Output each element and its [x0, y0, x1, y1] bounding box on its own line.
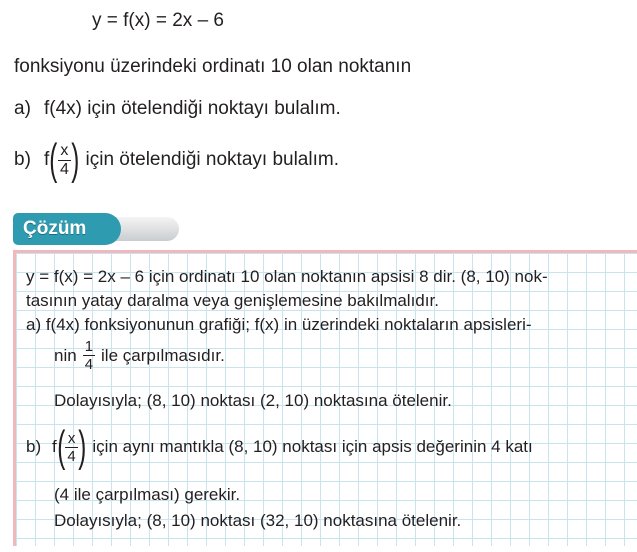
solution-b-label: b): [26, 437, 42, 456]
solution-a-fraction: [83, 339, 95, 372]
solution-a-rest: ile çarpılmasıdır.: [101, 345, 225, 365]
cozum-label: Çözüm: [13, 213, 121, 245]
solution-b-fraction: ( $\frac{x}{4}$ ): [57, 422, 87, 471]
solution-a-denominator: 4: [84, 356, 94, 373]
solution-line-2: tasının yatay daralma veya genişlemesine bakılmalıdır.: [26, 291, 439, 310]
solution-b-numerator: x: [67, 429, 76, 447]
solution-b-line-1: [26, 422, 533, 471]
function-equation: y = f(x) = 2x – 6: [92, 10, 224, 31]
solution-a-result: Dolayısıyla; (8, 10) noktası (2, 10) noktasına ötelenir.: [54, 391, 452, 410]
solution-box: [13, 250, 637, 546]
solution-a-line-2: [54, 339, 225, 372]
solution-a-numerator: 1: [84, 338, 94, 355]
part-b-numerator: x: [60, 141, 69, 159]
solution-b-text: için aynı mantıkla (8, 10) noktası için apsis değerinin 4 katı: [92, 437, 533, 456]
part-b-denominator: 4: [59, 160, 69, 178]
solution-b-result: Dolayısıyla; (8, 10) noktası (32, 10) noktasına ötelenir.: [54, 511, 462, 530]
solution-b-line-2: (4 ile çarpılması) gerekir.: [54, 485, 241, 504]
part-a-text: f(4x) için ötelendiği noktayı bulalım.: [44, 98, 341, 119]
part-a-label: a): [14, 98, 31, 119]
question-part-a: [14, 98, 341, 120]
solution-line-1: y = f(x) = 2x – 6 için ordinatı 10 olan noktanın apsisi 8 dir. (8, 10) nok-: [26, 267, 548, 286]
solution-b-f: f: [52, 437, 57, 456]
solution-b-denominator: 4: [67, 447, 76, 465]
part-b-label: b): [14, 149, 31, 170]
part-b-text: için ötelendiği noktayı bulalım.: [85, 149, 339, 170]
question-part-b: [14, 135, 339, 184]
cozum-header: [13, 213, 163, 245]
question-intro: fonksiyonu üzerindeki ordinatı 10 olan noktanın: [14, 56, 412, 77]
solution-a-nin: nin: [54, 345, 77, 365]
part-b-fraction: ( $\frac{x}{4}$ ): [49, 135, 80, 184]
part-b-f: f: [44, 149, 50, 170]
solution-a-line-1: a) f(4x) fonksiyonunun grafiği; f(x) in üzerindeki noktaların apsisleri-: [26, 315, 532, 334]
